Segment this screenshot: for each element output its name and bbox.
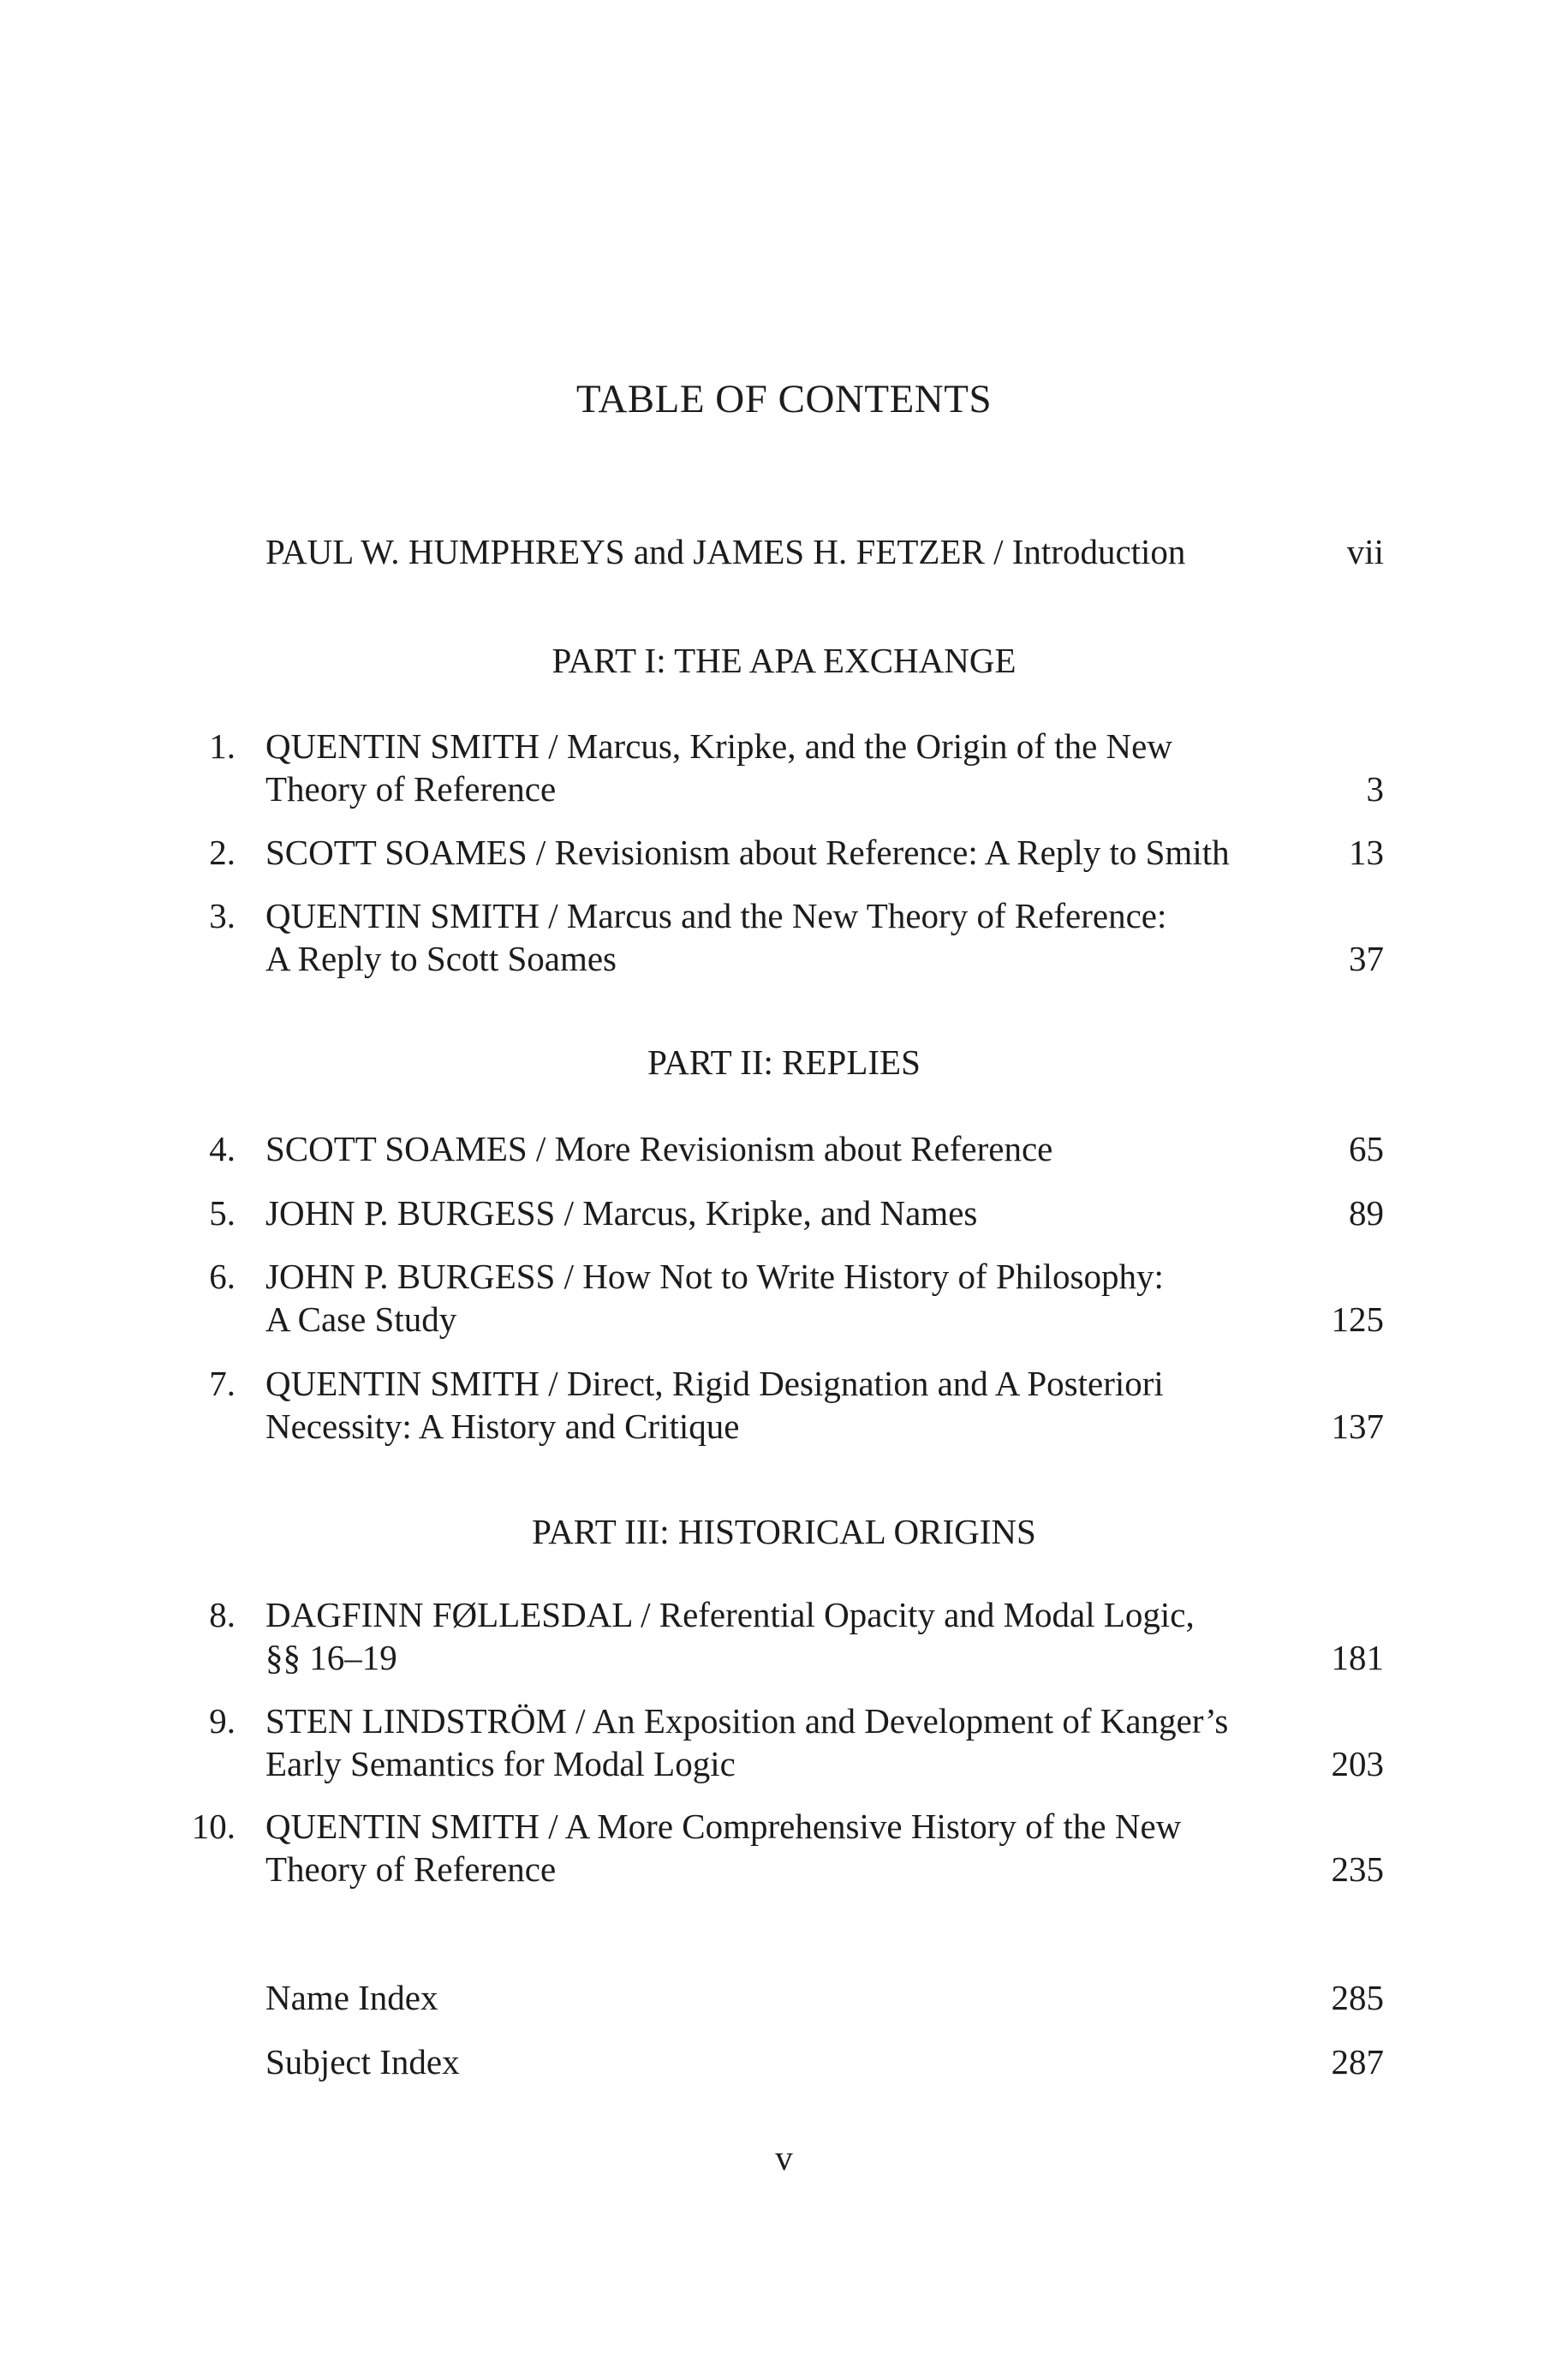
index-label: Subject Index	[265, 2042, 460, 2081]
entry-page-number: 37	[1349, 939, 1384, 978]
page-folio: v	[775, 2138, 793, 2177]
page-title: TABLE OF CONTENTS	[575, 377, 993, 421]
entry-line-1: SCOTT SOAMES / More Revisionism about Reference	[265, 1129, 1053, 1168]
entry-number: 4.	[209, 1129, 235, 1168]
entry-line-1: DAGFINN FØLLESDAL / Referential Opacity and Modal Logic,	[265, 1595, 1195, 1634]
entry-line-2: §§ 16–19	[265, 1638, 397, 1677]
entry-number: 3.	[209, 896, 235, 935]
entry-page-number: 203	[1331, 1744, 1384, 1783]
entry-line-2: Early Semantics for Modal Logic	[265, 1744, 736, 1783]
entry-line-1: QUENTIN SMITH / Marcus and the New Theory of Reference:	[265, 896, 1167, 935]
index-page-number: 285	[1331, 1978, 1384, 2017]
entry-line-1: QUENTIN SMITH / A More Comprehensive History of the New	[265, 1807, 1182, 1846]
entry-number: 9.	[209, 1701, 235, 1741]
entry-line-2: Necessity: A History and Critique	[265, 1406, 740, 1446]
entry-page-number: 235	[1331, 1849, 1384, 1889]
entry-number: 10.	[191, 1807, 235, 1846]
intro-text: PAUL W. HUMPHREYS and JAMES H. FETZER / Introduction	[265, 532, 1186, 571]
entry-number: 5.	[209, 1193, 235, 1233]
entry-number: 1.	[209, 726, 235, 766]
entry-number: 6.	[209, 1257, 235, 1296]
entry-page-number: 65	[1349, 1129, 1384, 1168]
entry-number: 8.	[209, 1595, 235, 1634]
entry-page-number: 137	[1331, 1406, 1384, 1446]
entry-page-number: 3	[1366, 769, 1384, 809]
entry-number: 7.	[209, 1364, 235, 1403]
entry-line-1: QUENTIN SMITH / Direct, Rigid Designation and A Posteriori	[265, 1364, 1164, 1403]
entry-line-1: STEN LINDSTRÖM / An Exposition and Development of Kanger’s	[265, 1701, 1229, 1741]
part-heading: PART II: REPLIES	[647, 1042, 921, 1082]
name-index-entry	[265, 1974, 1384, 2021]
entry-line-2: A Case Study	[265, 1299, 457, 1339]
entry-line-1: SCOTT SOAMES / Revisionism about Reference: A Reply to Smith	[265, 833, 1230, 872]
entry-line-2: Theory of Reference	[265, 769, 557, 809]
subject-index-entry	[265, 2039, 1384, 2085]
entry-line-1: QUENTIN SMITH / Marcus, Kripke, and the Origin of the New	[265, 726, 1172, 766]
entry-page-number: 181	[1331, 1638, 1384, 1677]
entry-page-number: 89	[1349, 1193, 1384, 1233]
entry-page-number: 13	[1349, 833, 1384, 872]
entry-line-1: JOHN P. BURGESS / Marcus, Kripke, and Names	[265, 1193, 978, 1233]
index-page-number: 287	[1331, 2042, 1384, 2081]
entry-line-2: Theory of Reference	[265, 1849, 557, 1889]
entry-number: 2.	[209, 833, 235, 872]
part-heading: PART I: THE APA EXCHANGE	[551, 641, 1017, 680]
part-heading: PART III: HISTORICAL ORIGINS	[532, 1512, 1036, 1551]
index-label: Name Index	[265, 1978, 438, 2017]
intro-entry	[265, 529, 1384, 575]
entry-page-number: 125	[1331, 1299, 1384, 1339]
entry-line-2: A Reply to Scott Soames	[265, 939, 617, 978]
intro-page-number: vii	[1346, 532, 1384, 571]
entry-line-1: JOHN P. BURGESS / How Not to Write History of Philosophy:	[265, 1257, 1164, 1296]
